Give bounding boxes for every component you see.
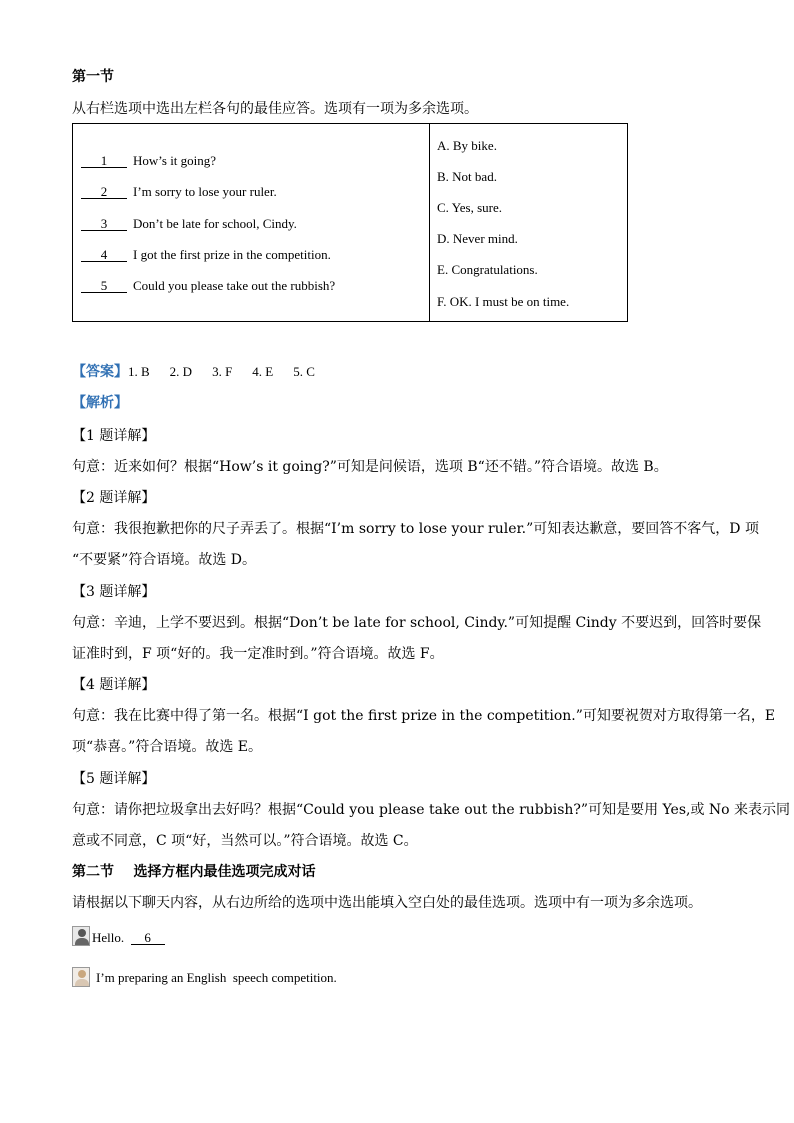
girl-avatar-icon	[72, 967, 90, 987]
question-text: I’m sorry to lose your ruler.	[133, 184, 277, 199]
detail-heading-4: 【4 题详解】	[72, 677, 156, 693]
boy-avatar-icon	[72, 926, 90, 946]
answer-item: 4. E	[252, 364, 274, 379]
detail-line: 句意：请你把垃圾拿出去好吗？根据“Could you please take out the rubbish?”可知是要用 Yes,或 No 来表示同	[72, 802, 791, 818]
detail-heading-1: 【1 题详解】	[72, 428, 156, 444]
answer-blank[interactable]: 4	[81, 249, 127, 262]
option-c: C. Yes, sure.	[437, 200, 503, 215]
option-e: E. Congratulations.	[437, 262, 538, 277]
option-f: F. OK. I must be on time.	[437, 294, 570, 309]
table-divider	[429, 124, 430, 321]
option-a: A. By bike.	[437, 138, 497, 153]
answer-blank[interactable]: 3	[81, 218, 127, 231]
detail-line: 项“恭喜。”符合语境。故选 E。	[72, 739, 262, 755]
detail-heading-5: 【5 题详解】	[72, 771, 156, 787]
chat-line-1	[92, 930, 165, 946]
detail-line: 句意：近来如何？根据“How’s it going?”可知是问候语，选项 B“还不错。”符合语境。故选 B。	[72, 459, 668, 475]
answer-item: 2. D	[169, 364, 193, 379]
detail-heading-3: 【3 题详解】	[72, 584, 156, 600]
answer-item: 1. B	[128, 364, 150, 379]
question-1	[81, 153, 216, 169]
answer-blank[interactable]: 2	[81, 186, 127, 199]
section1-instruction: 从右栏选项中选出左栏各句的最佳应答。选项有一项为多余选项。	[72, 101, 478, 117]
question-text: I got the first prize in the competition.	[133, 247, 331, 262]
chat-prefix: Hello.	[92, 930, 131, 945]
section2-instruction: 请根据以下聊天内容，从右边所给的选项中选出能填入空白处的最佳选项。选项中有一项为多余选项。	[72, 895, 702, 911]
detail-line: 证准时到，F 项“好的。我一定准时到。”符合语境。故选 F。	[72, 646, 444, 662]
detail-line: 句意：我在比赛中得了第一名。根据“I got the first prize in the competition.”可知要祝贺对方取得第一名，E	[72, 708, 776, 724]
section2-title: 第二节 选择方框内最佳选项完成对话	[72, 864, 316, 880]
analysis-label: 【解析】	[72, 395, 128, 411]
detail-line: “不要紧”符合语境。故选 D。	[72, 552, 256, 568]
option-d: D. Never mind.	[437, 231, 518, 246]
question-text: Don’t be late for school, Cindy.	[133, 216, 297, 231]
answer-label: 【答案】	[72, 365, 128, 380]
question-4	[81, 247, 331, 263]
answer-blank[interactable]: 5	[81, 280, 127, 293]
answer-line	[72, 361, 335, 381]
question-5	[81, 278, 335, 294]
detail-line: 句意：辛迪，上学不要迟到。根据“Don’t be late for school, Cindy.”可知提醒 Cindy 不要迟到，回答时要保	[72, 615, 762, 631]
question-3	[81, 216, 297, 232]
answer-item: 5. C	[293, 364, 315, 379]
chat-blank-6[interactable]: 6	[131, 932, 165, 945]
chat-line-2: I’m preparing an English speech competition.	[96, 970, 337, 985]
answer-blank[interactable]: 1	[81, 155, 127, 168]
question-text: How’s it going?	[133, 153, 217, 168]
detail-heading-2: 【2 题详解】	[72, 490, 156, 506]
option-b: B. Not bad.	[437, 169, 497, 184]
answer-item: 3. F	[212, 364, 233, 379]
question-2	[81, 184, 277, 200]
detail-line: 意或不同意，C 项“好，当然可以。”符合语境。故选 C。	[72, 833, 418, 849]
matching-table	[72, 123, 628, 322]
question-text: Could you please take out the rubbish?	[133, 278, 336, 293]
detail-line: 句意：我很抱歉把你的尺子弄丢了。根据“I’m sorry to lose your ruler.”可知表达歉意，要回答不客气，D 项	[72, 521, 759, 537]
section1-title: 第一节	[72, 69, 114, 85]
